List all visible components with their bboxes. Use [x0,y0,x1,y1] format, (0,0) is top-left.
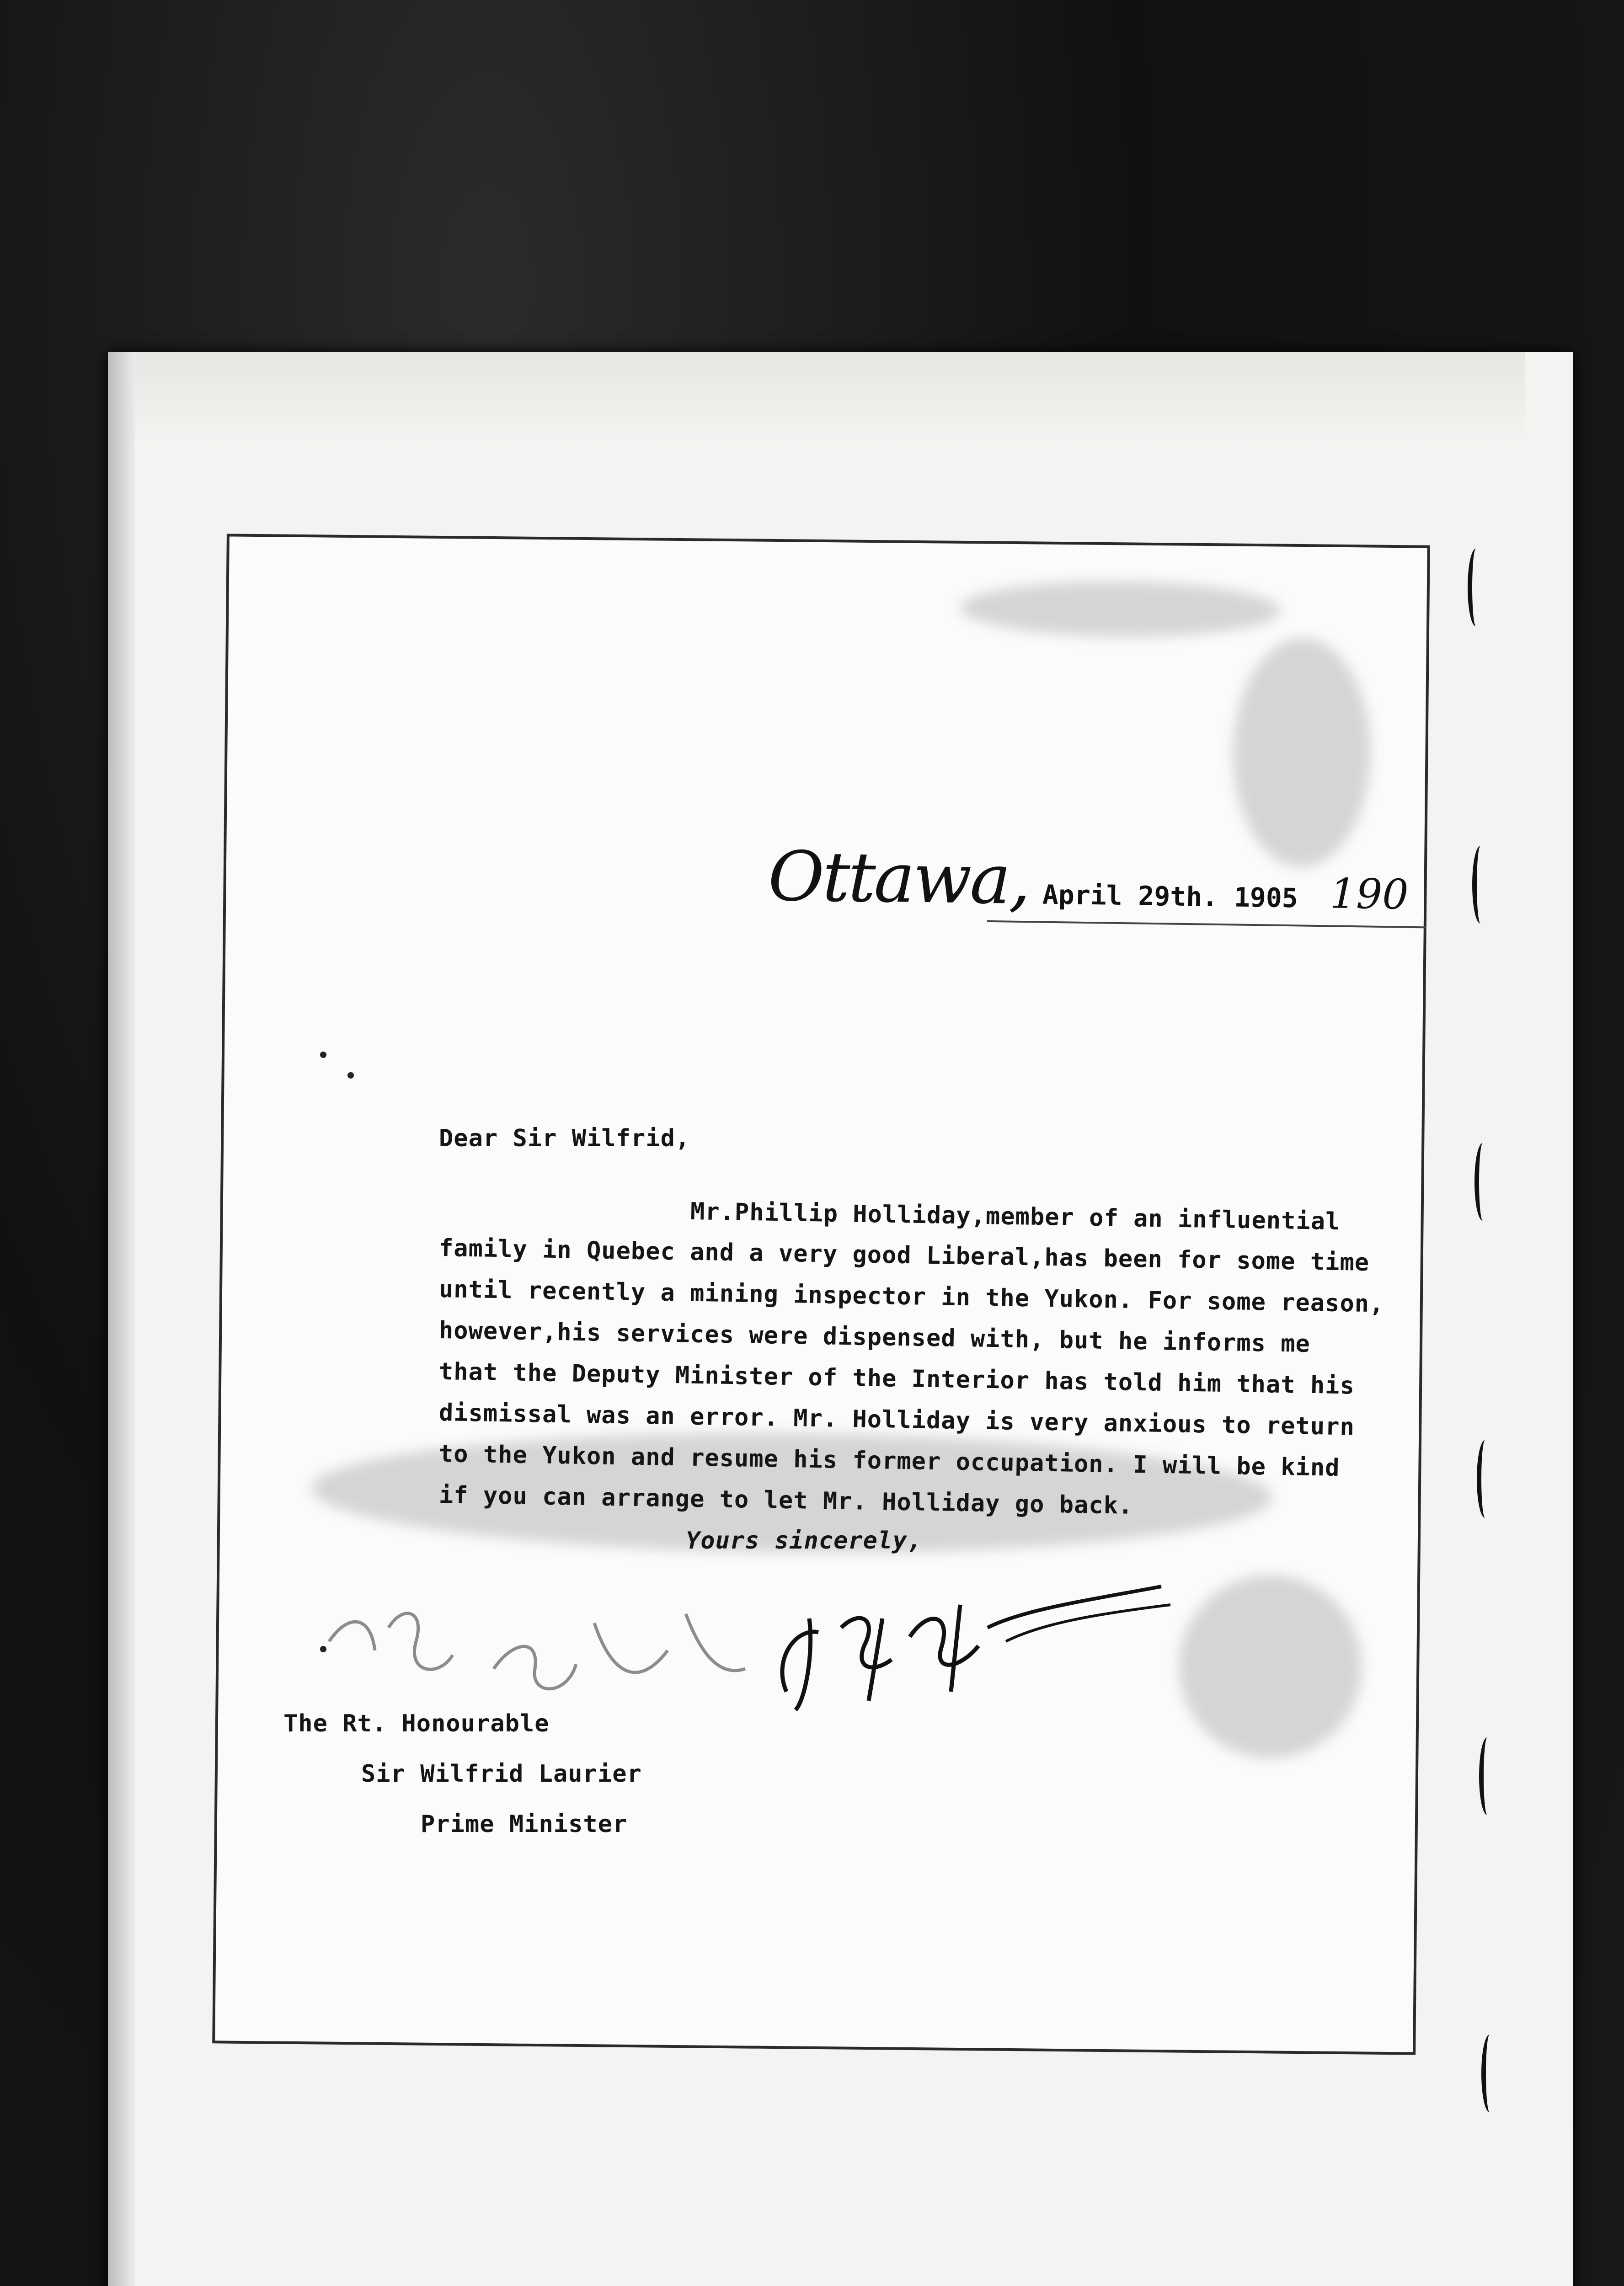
binding-hole-mark [1472,846,1489,924]
signature [768,1554,1180,1728]
dateline-printed-year: 190 [1330,870,1409,919]
sheet-top-strip [135,352,1525,448]
binding-hole-mark [1474,1143,1491,1221]
body-line: Mr.Phillip Holliday,member of an influential [690,1198,1341,1236]
ink-smudge [1232,638,1372,868]
body-line: until recently a mining inspector in the Yukon. For some reason, [438,1276,1384,1318]
addressee-line-2: Sir Wilfrid Laurier [361,1760,642,1788]
faded-signature [320,1586,777,1724]
body-line: if you can arrange to let Mr. Holliday go back. [438,1481,1133,1520]
binding-hole-mark [1481,2035,1498,2112]
salutation: Dear Sir Wilfrid, [439,1125,690,1152]
dateline [768,837,1409,925]
ink-smudge [1178,1575,1362,1759]
closing: Yours sincerely, [686,1527,922,1554]
dateline-city: Ottawa, [767,837,1030,920]
margin-dot [320,1052,326,1058]
dateline-date: April 29th. 1905 [1042,879,1298,914]
body-line: family in Quebec and a very good Liberal,has been for some time [438,1234,1370,1277]
ink-smudge [960,580,1281,638]
binding-hole-mark [1468,549,1484,626]
addressee-line-3: Prime Minister [421,1811,628,1838]
sheet-left-edge [108,352,135,2286]
binding-hole-mark [1477,1440,1493,1518]
body-line: to the Yukon and resume his former occupation. I will be kind [438,1440,1340,1482]
body-line: dismissal was an error. Mr. Holliday is very anxious to return [438,1399,1355,1441]
addressee-line-1: The Rt. Honourable [283,1710,550,1737]
body-line: that the Deputy Minister of the Interior has told him that his [438,1358,1355,1400]
body-line: however,his services were dispensed with, but he informs me [438,1317,1311,1358]
binding-hole-mark [1479,1737,1496,1815]
margin-dot [347,1072,354,1079]
